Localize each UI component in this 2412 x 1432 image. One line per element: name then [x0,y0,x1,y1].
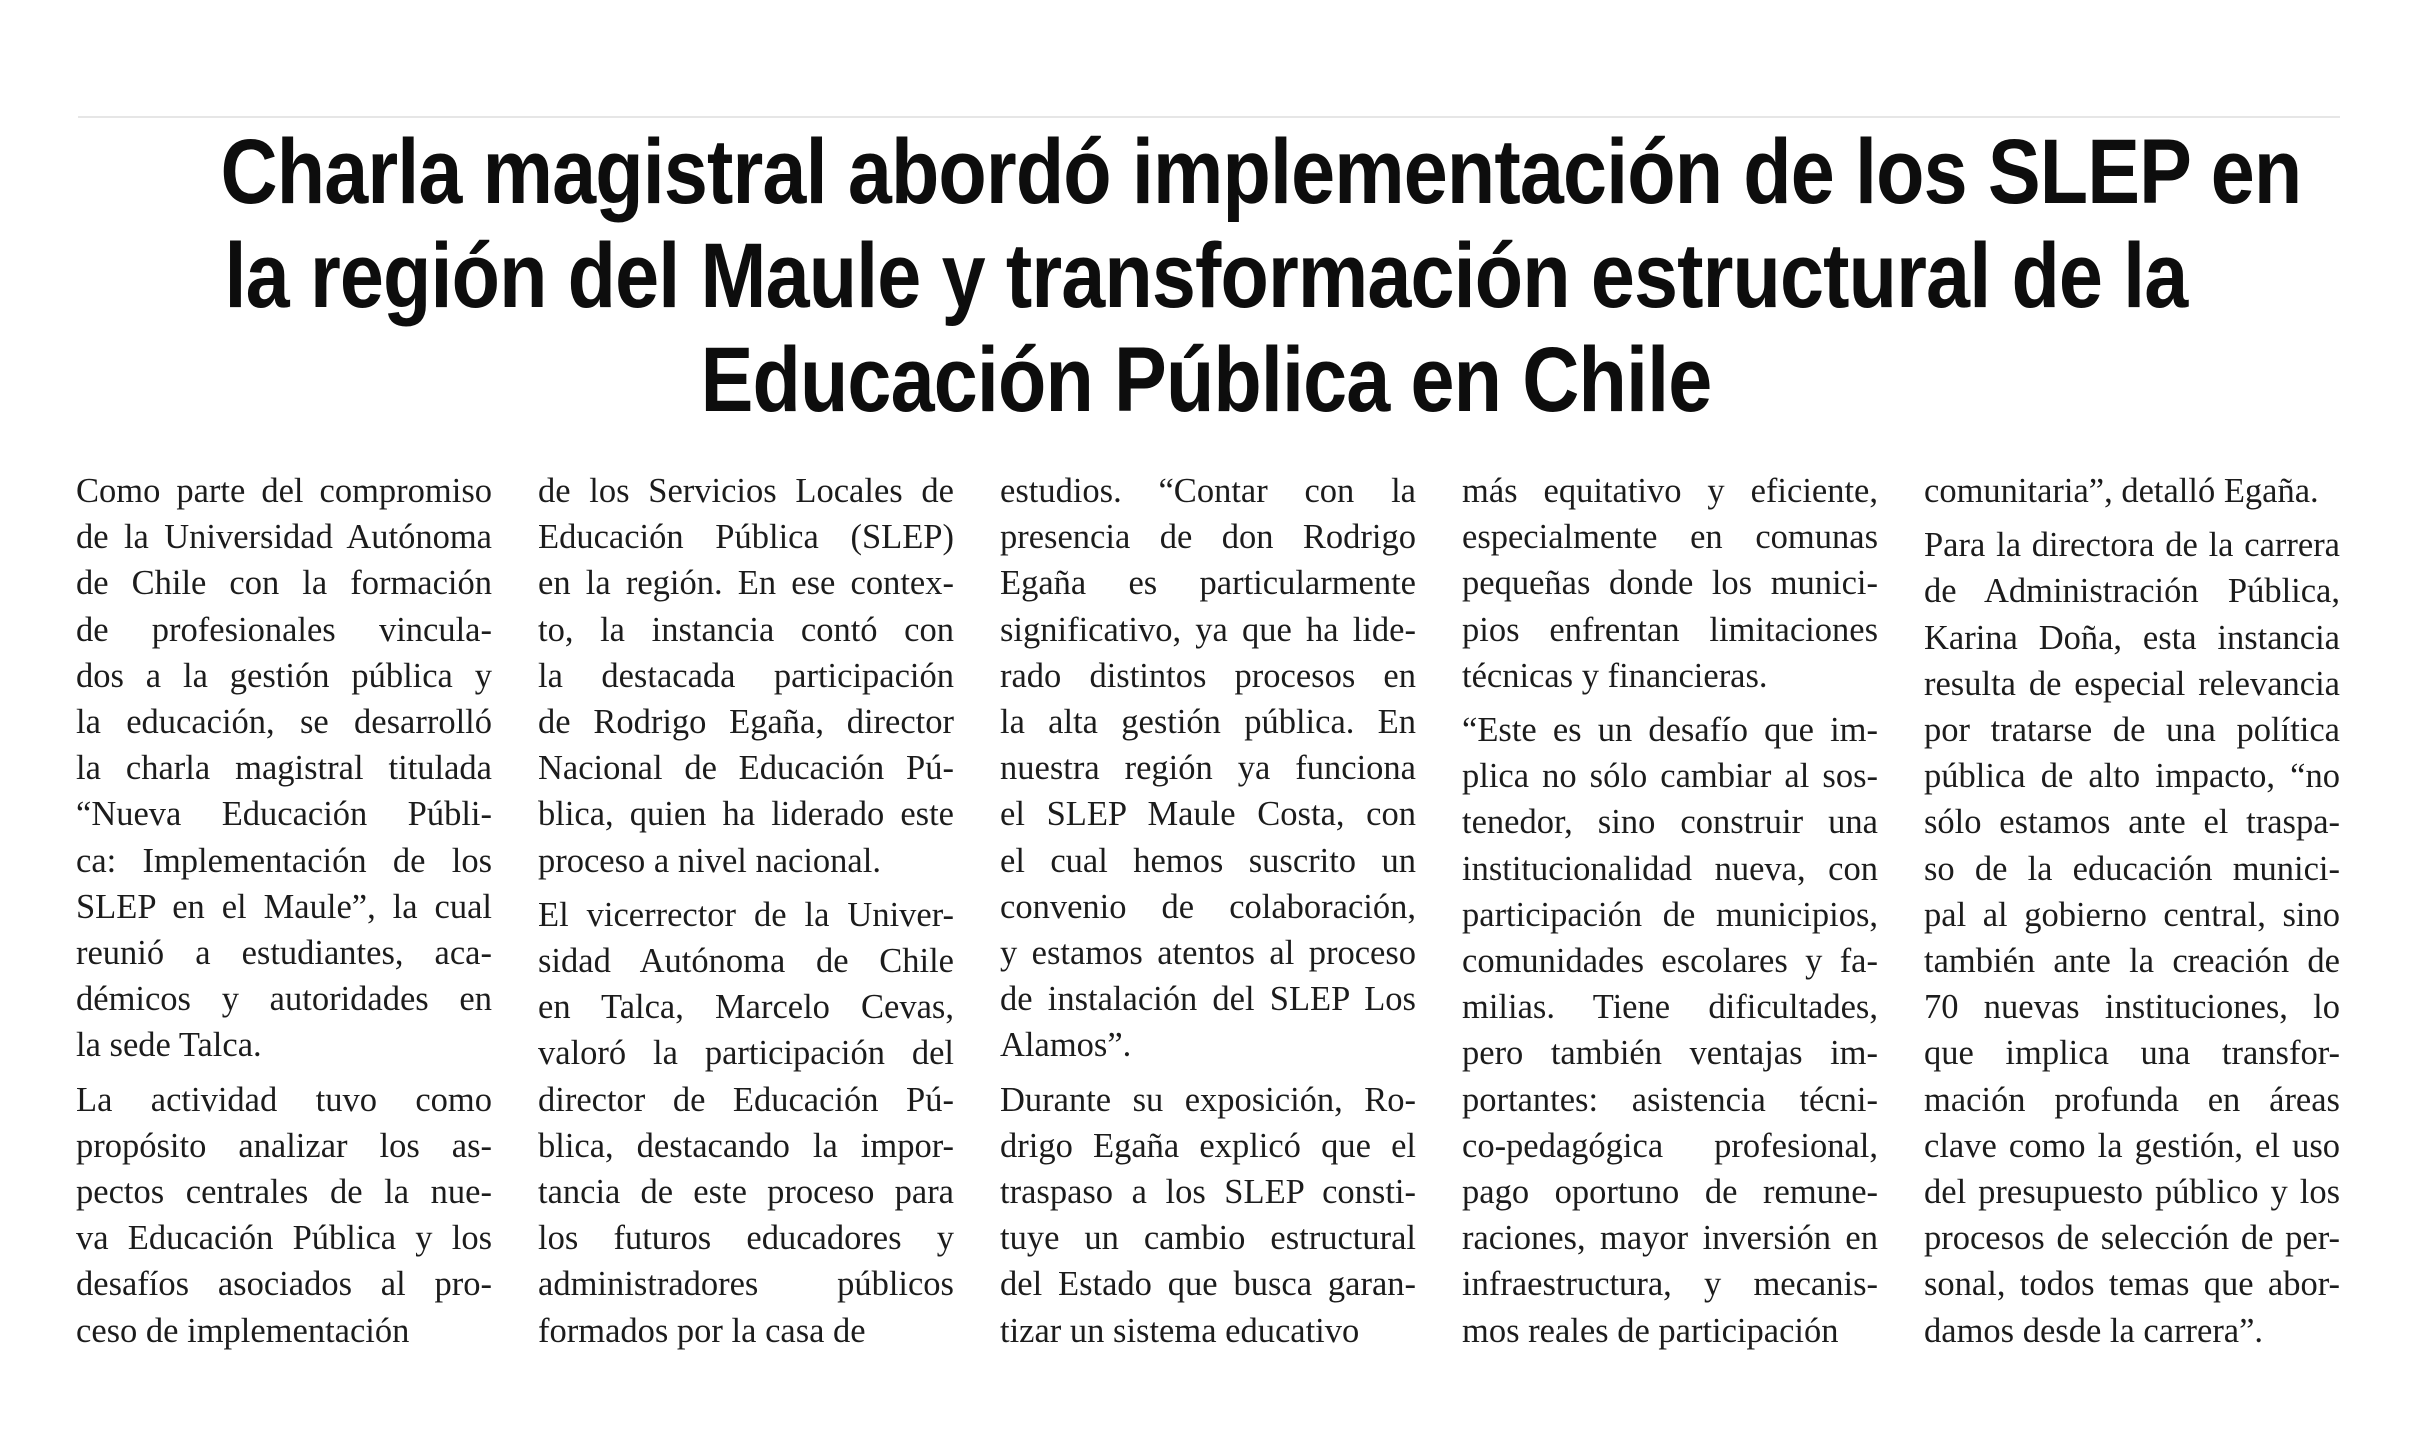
article-column-1 [76,468,492,1362]
text-line: pectos centrales de la nue- [76,1173,492,1212]
article-headline [220,120,2302,432]
text-line: procesos de selección de per- [1924,1219,2340,1258]
text-line: de la Universidad Autónoma [76,518,492,557]
text-line: propósito analizar los as- [76,1126,492,1165]
text-line: pago oportuno de remune- [1462,1173,1878,1212]
text-line: plica no sólo cambiar al sos- [1462,757,1878,796]
text-line: de los Servicios Locales de [538,472,954,510]
text-line: la alta gestión pública. En [1000,703,1416,742]
text-line: mación profunda en áreas [1924,1080,2340,1119]
text-line: tuye un cambio estructural [1000,1219,1416,1258]
text-line: desafíos asociados al pro- [76,1265,492,1304]
text-line: va Educación Pública y los [76,1219,492,1258]
text-line: “Nueva Educación Públi- [76,795,492,834]
text-line: sonal, todos temas que abor- [1924,1265,2340,1304]
article-paragraph [1924,522,2340,1354]
text-line: Egaña es particularmente [1000,564,1416,603]
article-paragraph [1000,1077,1416,1354]
text-line: de Chile con la formación [76,564,492,603]
text-line: del Estado que busca garan- [1000,1265,1416,1304]
text-line: los futuros educadores y [538,1219,954,1258]
text-line: técnicas y financieras. [1462,656,1768,695]
text-line: de profesionales vincula- [76,610,492,649]
text-line: institucionalidad nueva, con [1462,849,1878,888]
article-paragraph [1000,468,1416,1069]
text-line: Nacional de Educación Pú- [538,749,954,788]
text-line: del presupuesto público y los [1924,1173,2340,1212]
text-line: to, la instancia contó con [538,610,954,649]
text-line: de Rodrigo Egaña, director [538,703,954,742]
text-line: raciones, mayor inversión en [1462,1219,1878,1258]
text-line: por tratarse de una política [1924,711,2340,750]
text-line: démicos y autoridades en [76,980,492,1019]
text-line: pequeñas donde los munici- [1462,564,1878,603]
text-line: administradores públicos [538,1265,954,1304]
text-line: reunió a estudiantes, aca- [76,934,492,973]
text-line: traspaso a los SLEP consti- [1000,1173,1416,1212]
text-line: Educación Pública (SLEP) [538,518,954,557]
text-line: en la región. En ese contex- [538,564,954,603]
text-line: sidad Autónoma de Chile [538,942,954,981]
text-line: especialmente en comunas [1462,518,1878,557]
text-line: co-pedagógica profesional, [1462,1126,1878,1165]
article-column-5 [1924,468,2340,1362]
text-line: mos reales de participación [1462,1311,1839,1350]
text-line: más equitativo y eficiente, [1462,472,1878,510]
text-line: de Administración Pública, [1924,572,2340,611]
text-line: blica, destacando la impor- [538,1126,954,1165]
headline-line: Educación Pública en Chile [700,329,1712,431]
text-line: comunidades escolares y fa- [1462,942,1878,981]
text-line: tancia de este proceso para [538,1173,954,1212]
text-line: SLEP en el Maule”, la cual [76,887,492,926]
article-paragraph [1462,707,1878,1354]
text-line: drigo Egaña explicó que el [1000,1126,1416,1165]
text-line: presencia de don Rodrigo [1000,518,1416,557]
text-line: La actividad tuvo como [76,1080,492,1119]
text-line: la charla magistral titulada [76,749,492,788]
text-line: convenio de colaboración, [1000,887,1416,926]
article-paragraph [1462,468,1878,699]
text-line: valoró la participación del [538,1034,954,1073]
text-line: sólo estamos ante el traspa- [1924,803,2340,842]
text-line: Alamos”. [1000,1026,1132,1065]
headline-line: Charla magistral abordó implementación de los SLEP en [220,121,2302,223]
text-line: 70 nuevas instituciones, lo [1924,988,2340,1027]
text-line: de instalación del SLEP Los [1000,980,1416,1019]
text-line: formados por la casa de [538,1311,866,1350]
text-line: “Este es un desafío que im- [1462,711,1878,750]
text-line: resulta de especial relevancia [1924,664,2340,703]
article-column-2 [538,468,954,1362]
text-line: en Talca, Marcelo Cevas, [538,988,954,1027]
article-body [76,468,2340,1368]
text-line: pios enfrentan limitaciones [1462,610,1878,649]
text-line: infraestructura, y mecanis- [1462,1265,1878,1304]
text-line: que implica una transfor- [1924,1034,2340,1073]
text-line: Para la directora de la carrera [1924,526,2340,565]
text-line: clave como la gestión, el uso [1924,1126,2340,1165]
text-line: dos a la gestión pública y [76,656,492,695]
article-paragraph [76,468,492,1069]
text-line: y estamos atentos al proceso [1000,934,1416,973]
article-paragraph [1924,468,2340,514]
article-column-4 [1462,468,1878,1362]
headline-line: la región del Maule y transformación estructural de la [224,225,2188,327]
text-line: El vicerrector de la Univer- [538,895,954,934]
text-line: blica, quien ha liderado este [538,795,954,834]
text-line: Como parte del compromiso [76,472,492,510]
text-line: damos desde la carrera”. [1924,1311,2264,1350]
text-line: también ante la creación de [1924,942,2340,981]
text-line: pero también ventajas im- [1462,1034,1878,1073]
text-line: tenedor, sino construir una [1462,803,1878,842]
text-line: la sede Talca. [76,1026,262,1065]
text-line: ceso de implementación [76,1311,410,1350]
text-line: la educación, se desarrolló [76,703,492,742]
text-line: el cual hemos suscrito un [1000,841,1416,880]
text-line: el SLEP Maule Costa, con [1000,795,1416,834]
text-line: nuestra región ya funciona [1000,749,1416,788]
text-line: tizar un sistema educativo [1000,1311,1360,1350]
text-line: proceso a nivel nacional. [538,841,881,880]
top-rule [78,116,2340,118]
text-line: pal al gobierno central, sino [1924,895,2340,934]
text-line: pública de alto impacto, “no [1924,757,2340,796]
text-line: director de Educación Pú- [538,1080,954,1119]
text-line: Karina Doña, esta instancia [1924,618,2340,657]
text-line: significativo, ya que ha lide- [1000,610,1416,649]
article-paragraph [538,892,954,1354]
text-line: ca: Implementación de los [76,841,492,880]
text-line: comunitaria”, detalló Egaña. [1924,472,2319,510]
article-paragraph [538,468,954,884]
text-line: portantes: asistencia técni- [1462,1080,1878,1119]
article-column-3 [1000,468,1416,1362]
text-line: participación de municipios, [1462,895,1878,934]
text-line: milias. Tiene dificultades, [1462,988,1878,1027]
text-line: la destacada participación [538,656,954,695]
text-line: so de la educación munici- [1924,849,2340,888]
text-line: rado distintos procesos en [1000,656,1416,695]
text-line: estudios. “Contar con la [1000,472,1416,510]
article-paragraph [76,1077,492,1354]
text-line: Durante su exposición, Ro- [1000,1080,1416,1119]
